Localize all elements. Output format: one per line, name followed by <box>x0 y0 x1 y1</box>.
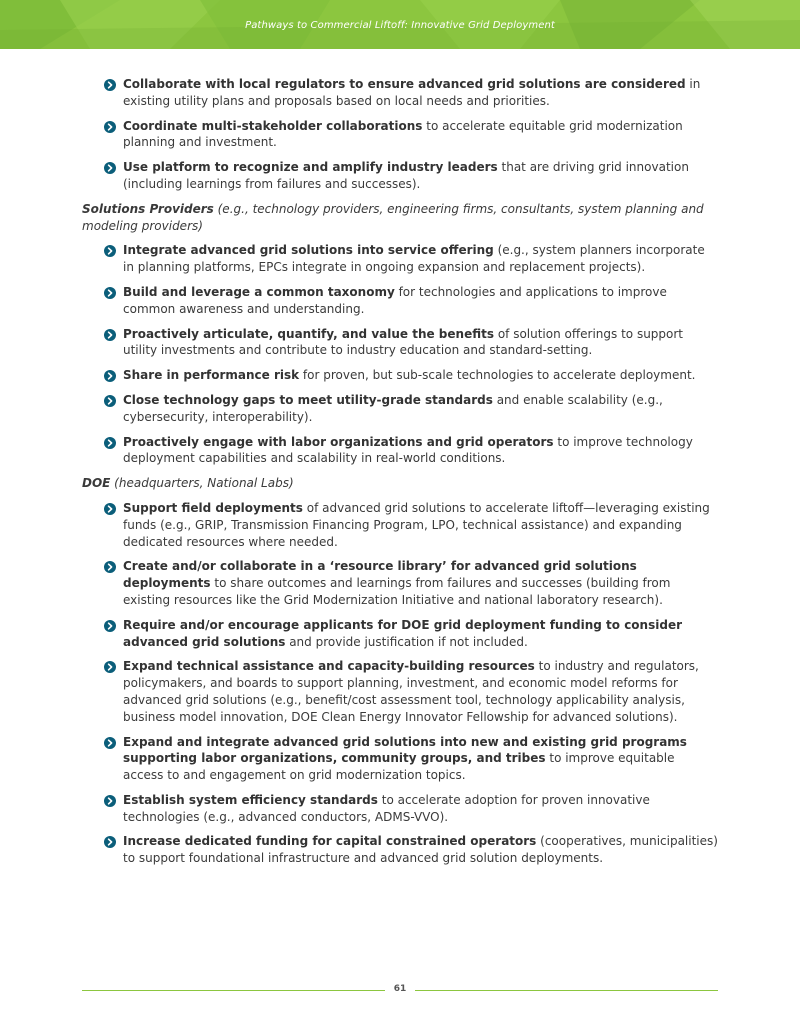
item-lead: Build and leverage a common taxonomy <box>123 284 395 299</box>
list-item <box>104 617 718 651</box>
item-lead: Integrate advanced grid solutions into service offering <box>123 243 494 258</box>
page-content <box>82 76 718 875</box>
chevron-circle-right-icon <box>104 795 116 807</box>
item-text: and provide justification if not included. <box>285 634 528 649</box>
chevron-circle-right-icon <box>104 79 116 91</box>
chevron-circle-right-icon <box>104 503 116 515</box>
item-lead: Expand and integrate advanced grid solutions into new and existing grid programs supporting labor organizations, community groups, and tribes <box>123 734 687 766</box>
list-item <box>104 76 718 110</box>
item-lead: Increase dedicated funding for capital constrained operators <box>123 834 537 849</box>
chevron-circle-right-icon <box>104 121 116 133</box>
chevron-circle-right-icon <box>104 370 116 382</box>
list-item <box>104 500 718 550</box>
list-item <box>104 658 718 725</box>
section-subtitle: (headquarters, National Labs) <box>110 476 294 491</box>
item-lead: Close technology gaps to meet utility-grade standards <box>123 392 493 407</box>
item-lead: Share in performance risk <box>123 368 300 383</box>
item-text: for proven, but sub-scale technologies to accelerate deployment. <box>299 368 696 383</box>
section-title: Solutions Providers <box>82 201 214 216</box>
item-text: (cooperatives, municipalities) to support foundational infrastructure and advanced grid solution deployments. <box>123 834 718 866</box>
item-text: and enable scalability (e.g., cybersecurity, interoperability). <box>123 392 663 424</box>
list-item <box>104 734 718 784</box>
section-heading-solutions-providers <box>82 201 718 235</box>
list-item <box>104 326 718 360</box>
chevron-circle-right-icon <box>104 287 116 299</box>
section-heading-doe <box>82 475 718 492</box>
item-lead: Proactively engage with labor organizations and grid operators <box>123 434 554 449</box>
list-item <box>104 833 718 867</box>
list-item <box>104 284 718 318</box>
list-item <box>104 558 718 608</box>
list-item <box>104 159 718 193</box>
chevron-circle-right-icon <box>104 162 116 174</box>
item-lead: Support field deployments <box>123 500 303 515</box>
item-lead: Create and/or collaborate in a ‘resource library’ for advanced grid solutions deployments <box>123 559 637 591</box>
list-item <box>104 118 718 152</box>
item-text: to improve technology deployment capabilities and scalability in real-world conditions. <box>123 434 693 466</box>
chevron-circle-right-icon <box>104 329 116 341</box>
item-text: to share outcomes and learnings from failures and successes (building from existing resources like the Grid Modernization Initiative and national laboratory research). <box>123 576 671 607</box>
item-text: that are driving grid innovation (including learnings from failures and successes). <box>123 160 689 191</box>
item-lead: Coordinate multi-stakeholder collaborations <box>123 118 423 133</box>
section-subtitle: (e.g., technology providers, engineering firms, consultants, system planning and modeling providers) <box>82 201 704 233</box>
list-item <box>104 367 718 384</box>
item-text: to improve equitable access to and engagement on grid modernization topics. <box>123 751 675 783</box>
page-number: 61 <box>393 984 407 994</box>
item-lead: Proactively articulate, quantify, and value the benefits <box>123 326 494 341</box>
item-text: for technologies and applications to improve common awareness and understanding. <box>123 284 667 316</box>
item-text: to industry and regulators, policymakers, and boards to support planning, investment, and economic model reforms for advanced grid solutions (e.g., benefit/cost assessment tool, technology applicability analysis, business model innovation, DOE Clean Energy Innovator Fellowship for advanced solutions). <box>123 659 699 724</box>
item-text: of advanced grid solutions to accelerate liftoff—leveraging existing funds (e.g., GRIP, Transmission Financing Program, LPO, technical assistance) and expanding dedicated resources where needed. <box>123 500 710 549</box>
item-text: in existing utility plans and proposals based on local needs and priorities. <box>123 77 701 108</box>
chevron-circle-right-icon <box>104 661 116 673</box>
list-item <box>104 392 718 426</box>
item-text: (e.g., system planners incorporate in planning platforms, EPCs integrate in ongoing expansion and replacement projects). <box>123 243 705 275</box>
chevron-circle-right-icon <box>104 245 116 257</box>
item-lead: Require and/or encourage applicants for DOE grid deployment funding to consider advanced grid solutions <box>123 617 682 649</box>
section-title: DOE <box>82 476 111 491</box>
chevron-circle-right-icon <box>104 836 116 848</box>
list-item <box>104 242 718 276</box>
item-text: to accelerate adoption for proven innovative technologies (e.g., advanced conductors, ADMS-VVO). <box>123 792 650 824</box>
page-footer <box>82 984 718 998</box>
chevron-circle-right-icon <box>104 737 116 749</box>
header-title: Pathways to Commercial Liftoff: Innovative Grid Deployment <box>245 20 555 31</box>
intro-list <box>82 76 718 193</box>
item-text: to accelerate equitable grid modernization planning and investment. <box>123 118 683 150</box>
chevron-circle-right-icon <box>104 620 116 632</box>
item-lead: Use platform to recognize and amplify industry leaders <box>123 160 498 175</box>
chevron-circle-right-icon <box>104 395 116 407</box>
footer-rule-right <box>415 990 718 991</box>
list-item <box>104 434 718 468</box>
item-lead: Establish system efficiency standards <box>123 792 378 807</box>
item-lead: Expand technical assistance and capacity-building resources <box>123 659 535 674</box>
footer-rule-left <box>82 990 385 991</box>
item-text: of solution offerings to support utility investments and contribute to industry education and standard-setting. <box>123 326 684 358</box>
page-header <box>0 0 800 49</box>
chevron-circle-right-icon <box>104 561 116 573</box>
item-lead: Collaborate with local regulators to ensure advanced grid solutions are considered <box>123 77 686 91</box>
doe-list <box>82 500 718 867</box>
solutions-providers-list <box>82 242 718 467</box>
list-item <box>104 792 718 826</box>
chevron-circle-right-icon <box>104 437 116 449</box>
